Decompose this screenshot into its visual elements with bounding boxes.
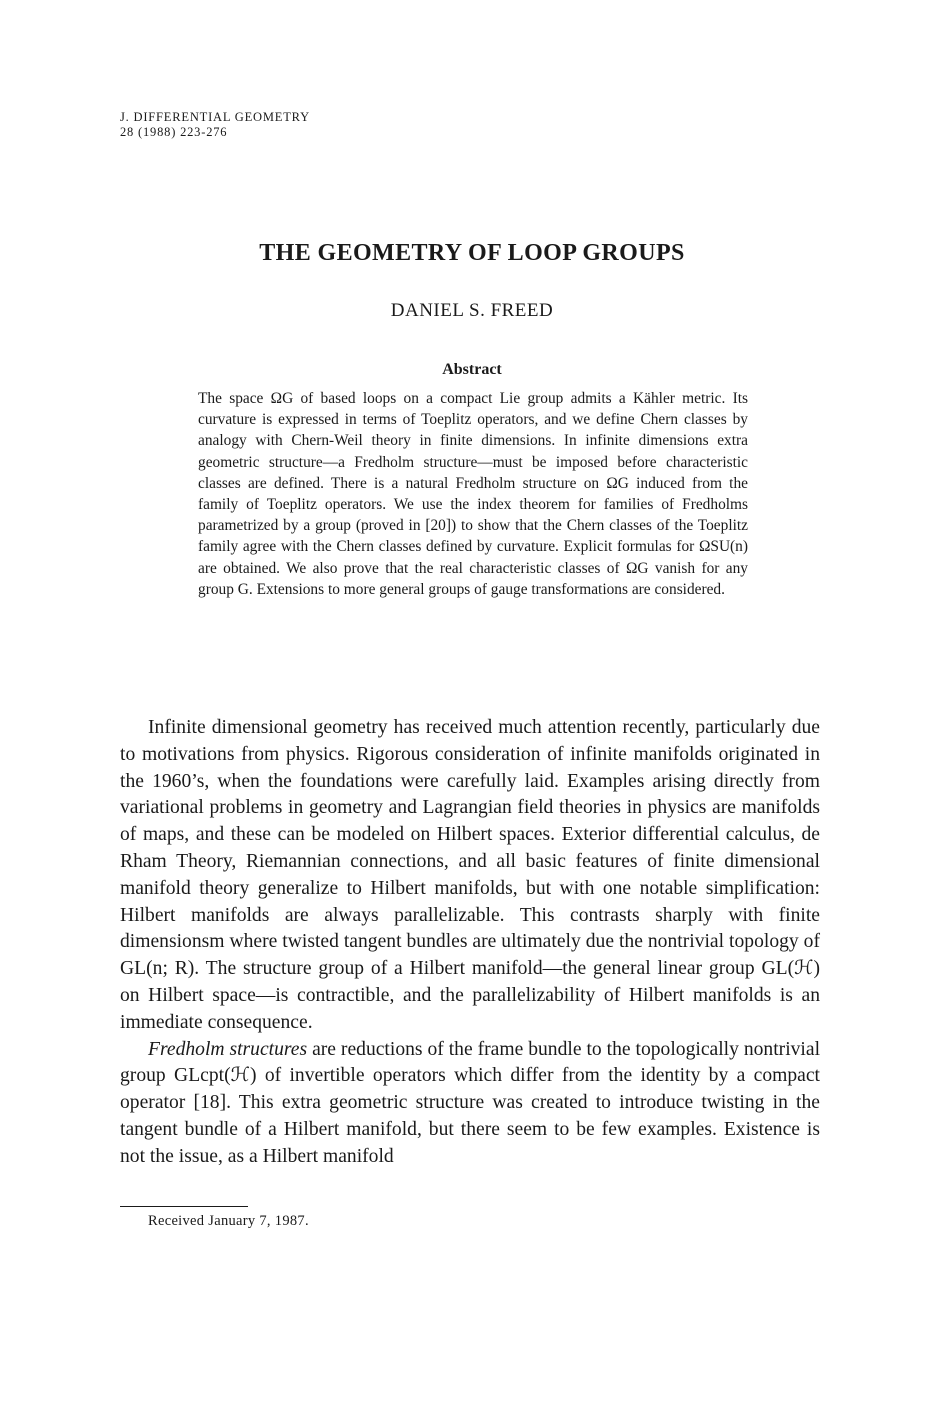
term-fredholm-structures: Fredholm structures [148,1038,308,1060]
author-name: DANIEL S. FREED [390,300,554,321]
paragraph-2 [120,1037,820,1171]
paragraph-2-text: are reductions of the frame bundle to the topologically nontrivial group GLcpt(ℋ) of invertible operators which differ from the identity by a compact operator [18]. This extra geometric structure was created to introduce twisting in the tangent bundle of a Hilbert manifold, but there seem to be few examples. Existence is not the issue, as a Hilbert manifold [120,1038,821,1167]
footnote-rule [120,1206,248,1207]
footnote: Received January 7, 1987. [148,1213,309,1229]
body-text [120,715,820,1171]
paragraph-1: Infinite dimensional geometry has received much attention recently, particularly due to motivations from physics. Rigorous consideration of infinite manifolds originated in the 1960’s, when the foundations were carefully laid. Examples arising directly from variational problems in geometry and Lagrangian field theories in physics are manifolds of maps, and these can be modeled on Hilbert spaces. Exterior differential calculus, de Rham Theory, Riemannian connections, and all basic features of finite dimensional manifold theory generalize to Hilbert manifolds, but with one notable simplification: Hilbert manifolds are always parallelizable. This contrasts sharply with finite dimensionsm where twisted tangent bundles are ultimately due the nontrivial topology of GL(n; R). The structure group of a Hilbert manifold—the general linear group GL(ℋ) on Hilbert space—is contractible, and the parallelizability of Hilbert manifolds is an immediate consequence. [120,717,820,1033]
journal-name: J. DIFFERENTIAL GEOMETRY [120,110,310,124]
journal-volume: 28 (1988) 223-276 [120,125,228,139]
journal-header [120,110,310,140]
paper-title: THE GEOMETRY OF LOOP GROUPS [259,240,685,266]
abstract-heading: Abstract [442,361,502,378]
abstract-text: The space ΩG of based loops on a compact Lie group admits a Kähler metric. Its curvature is expressed in terms of Toeplitz operators, and we define Chern classes by analogy with Chern-Weil theory in finite dimensions. In infinite dimensions extra geometric structure—a Fredholm structure—must be imposed before characteristic classes are defined. There is a natural Fredholm structure on ΩG induced from the family of Toeplitz operators. We use the index theorem for families of Fredholms parametrized by a group (proved in [20]) to show that the Chern classes of the Toeplitz family agree with the Chern classes defined by curvature. Explicit formulas for ΩSU(n) are obtained. We also prove that the real characteristic classes of ΩG vanish for any group G. Extensions to more general groups of gauge transformations are considered. [198,390,748,598]
